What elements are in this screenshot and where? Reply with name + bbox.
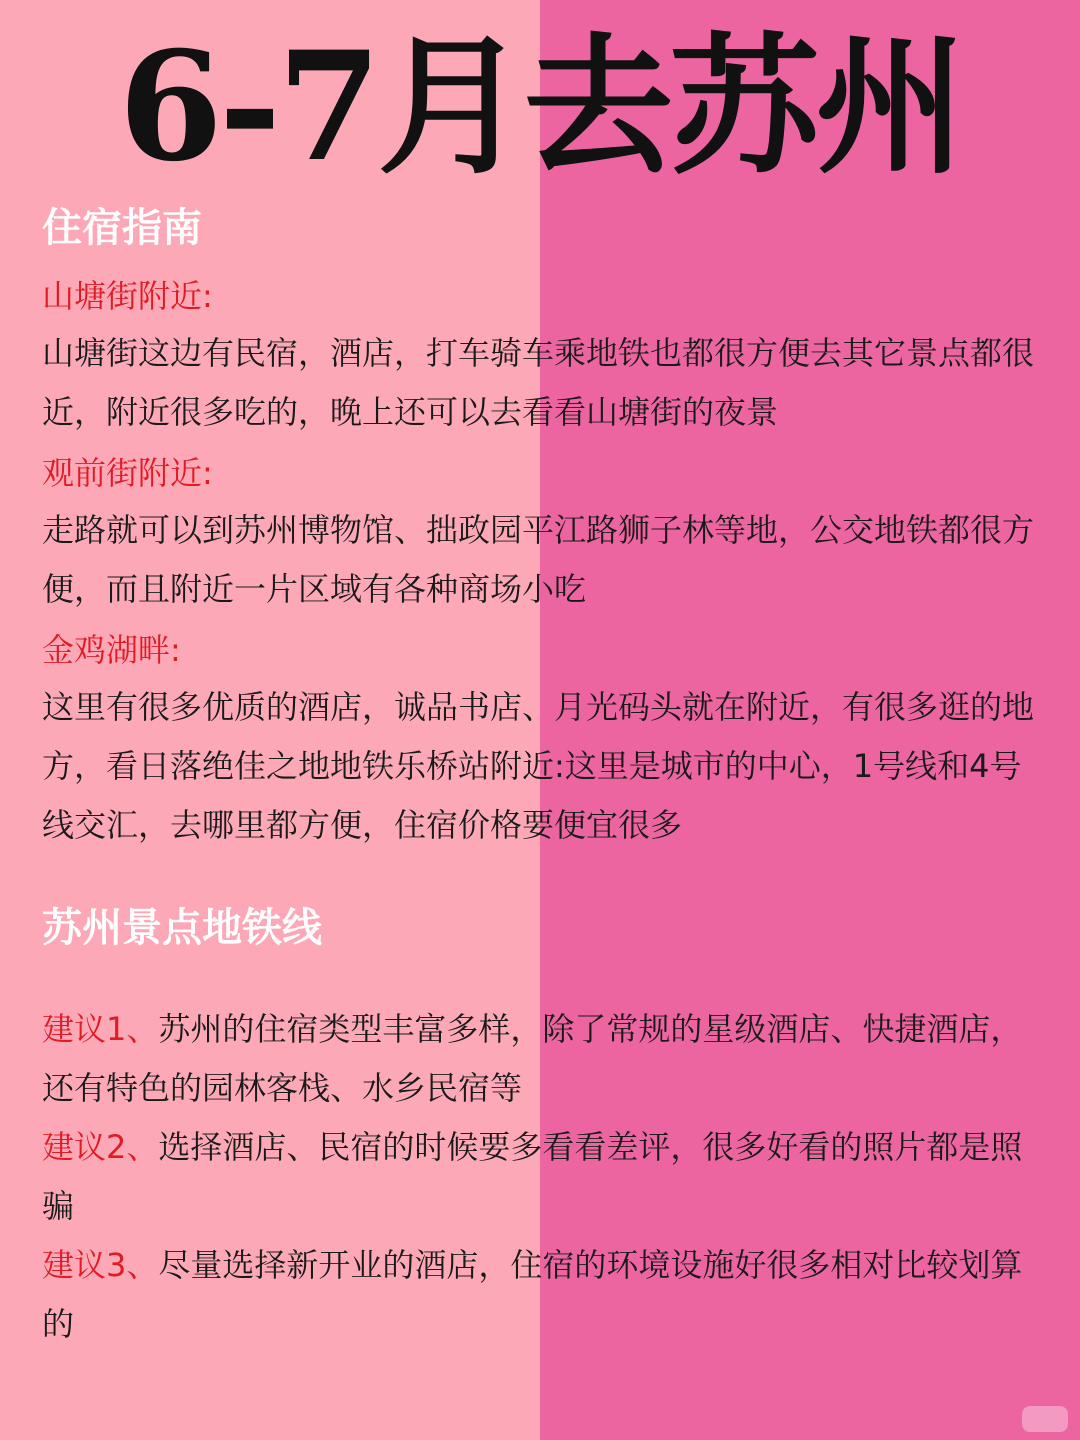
tip-item-2 [42,1118,1042,1236]
tip-text-1: 苏州的住宿类型丰富多样，除了常规的星级酒店、快捷酒店，还有特色的园林客栈、水乡民宿等 [42,1010,1023,1107]
area-desc-shantang: 山塘街这边有民宿，酒店，打车骑车乘地铁也都很方便去其它景点都很近，附近很多吃的，晚上还可以去看看山塘街的夜景 [42,334,1035,431]
area-name-shantang: 山塘街附近: [42,277,213,315]
section-heading-accommodation: 住宿指南 [42,205,202,251]
area-desc-jinjihu: 这里有很多优质的酒店，诚品书店、月光码头就在附近，有很多逛的地方，看日落绝佳之地地铁乐桥站附近:这里是城市的中心，1号线和4号线交汇，去哪里都方便，住宿价格要便宜很多 [42,688,1035,844]
page-title: 6-7月去苏州 [118,19,962,195]
tip-item-3 [42,1236,1042,1354]
tip-text-2: 选择酒店、民宿的时候要多看看差评，很多好看的照片都是照骗 [42,1128,1023,1225]
tip-tag-3: 建议3、 [42,1246,159,1284]
area-name-guanqian: 观前街附近: [42,454,213,492]
area-desc-guanqian: 走路就可以到苏州博物馆、拙政园平江路狮子林等地，公交地铁都很方便，而且附近一片区域有各种商场小吃 [42,511,1035,608]
tip-item-1 [42,1000,1042,1118]
section-heading-metro: 苏州景点地铁线 [42,905,322,951]
tip-text-3: 尽量选择新开业的酒店，住宿的环境设施好很多相对比较划算的 [42,1246,1023,1343]
tip-tag-2: 建议2、 [42,1128,159,1166]
tip-tag-1: 建议1、 [42,1010,159,1048]
watermark-logo [1022,1406,1068,1432]
area-name-jinjihu: 金鸡湖畔: [42,631,181,669]
